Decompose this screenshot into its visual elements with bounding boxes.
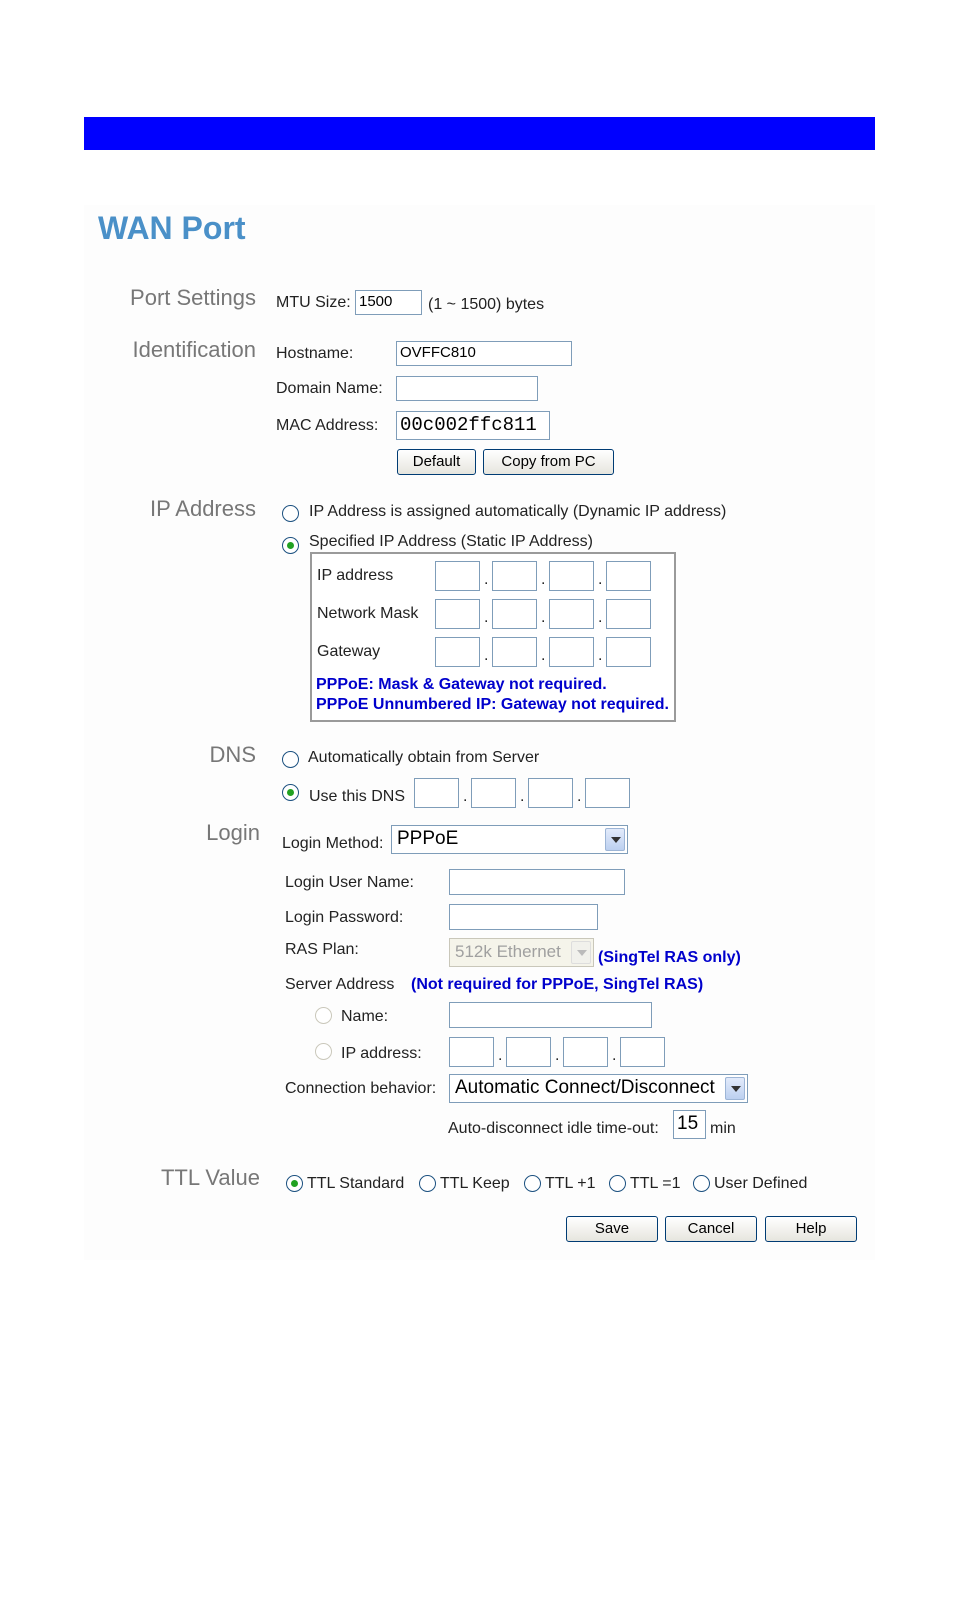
dns-manual-label: Use this DNS: [309, 788, 406, 805]
dns-auto-label: Automatically obtain from Server: [308, 749, 540, 766]
server-ip-label: IP address:: [341, 1045, 422, 1062]
pppoe-note-2: PPPoE Unnumbered IP: Gateway not required.: [316, 696, 669, 713]
dns-octet-1[interactable]: [414, 778, 459, 808]
ras-plan-value: 512k Ethernet: [455, 942, 561, 961]
domain-name-label: Domain Name:: [276, 380, 383, 397]
login-method-select[interactable]: [391, 825, 628, 854]
server-ip-octet-2[interactable]: [506, 1037, 551, 1067]
connection-behavior-value: Automatic Connect/Disconnect: [455, 1077, 715, 1098]
server-ip-octet-1[interactable]: [449, 1037, 494, 1067]
network-mask-octet-3[interactable]: [549, 599, 594, 629]
static-ip-radio[interactable]: [282, 537, 299, 554]
ttl-user-defined-label: User Defined: [714, 1175, 808, 1192]
ttl-user-defined-radio[interactable]: [693, 1175, 710, 1192]
gateway-octet-2[interactable]: [492, 637, 537, 667]
ttl-equals-one-label: TTL =1: [630, 1175, 681, 1192]
gateway-octet-1[interactable]: [435, 637, 480, 667]
network-mask-label: Network Mask: [317, 605, 419, 622]
ip-address-octet-4[interactable]: [606, 561, 651, 591]
login-method-value: PPPoE: [397, 828, 459, 849]
server-name-input[interactable]: [449, 1002, 652, 1028]
dns-manual-radio[interactable]: [282, 784, 299, 801]
network-mask-octet-2[interactable]: [492, 599, 537, 629]
ttl-standard-radio[interactable]: [286, 1175, 303, 1192]
chevron-down-icon[interactable]: [571, 941, 591, 964]
server-address-label: Server Address: [285, 976, 395, 993]
ttl-plus-one-label: TTL +1: [545, 1175, 596, 1192]
mac-address-label: MAC Address:: [276, 417, 379, 434]
static-ip-label: Specified IP Address (Static IP Address): [309, 533, 593, 550]
ttl-plus-one-radio[interactable]: [524, 1175, 541, 1192]
section-identification: Identification: [132, 337, 256, 362]
ip-address-label: IP address: [317, 567, 394, 584]
login-password-label: Login Password:: [285, 909, 404, 926]
login-method-label: Login Method:: [282, 835, 384, 852]
section-login: Login: [206, 820, 260, 845]
page-title: WAN Port: [98, 210, 246, 246]
ras-plan-note: (SingTel RAS only): [598, 949, 741, 966]
idle-timeout-unit: min: [710, 1120, 736, 1137]
chevron-down-icon[interactable]: [725, 1077, 745, 1100]
domain-name-input[interactable]: [396, 376, 538, 401]
section-ip-address: IP Address: [150, 496, 256, 521]
dns-octet-2[interactable]: [471, 778, 516, 808]
login-username-input[interactable]: [449, 869, 625, 895]
gateway-octet-3[interactable]: [549, 637, 594, 667]
server-address-note: (Not required for PPPoE, SingTel RAS): [411, 976, 704, 993]
server-name-radio[interactable]: [315, 1007, 332, 1024]
chevron-down-icon[interactable]: [605, 828, 625, 851]
ip-address-octet-2[interactable]: [492, 561, 537, 591]
gateway-label: Gateway: [317, 643, 381, 660]
mtu-input[interactable]: 1500: [355, 290, 422, 315]
server-name-label: Name:: [341, 1008, 389, 1025]
mac-address-input[interactable]: 00c002ffc811: [396, 411, 550, 440]
server-ip-radio[interactable]: [315, 1043, 332, 1060]
pppoe-note-1: PPPoE: Mask & Gateway not required.: [316, 676, 607, 693]
dns-octet-4[interactable]: [585, 778, 630, 808]
hostname-input[interactable]: OVFFC810: [396, 341, 572, 366]
hostname-label: Hostname:: [276, 345, 354, 362]
section-ttl-value: TTL Value: [160, 1165, 260, 1190]
top-banner: [84, 117, 875, 150]
dynamic-ip-label: IP Address is assigned automatically (Dynamic IP address): [309, 503, 727, 520]
section-dns: DNS: [209, 742, 256, 767]
mtu-range-text: (1 ~ 1500) bytes: [428, 296, 545, 313]
gateway-octet-4[interactable]: [606, 637, 651, 667]
cancel-button[interactable]: Cancel: [665, 1216, 757, 1242]
ip-address-octet-3[interactable]: [549, 561, 594, 591]
help-button[interactable]: Help: [765, 1216, 857, 1242]
ras-plan-label: RAS Plan:: [285, 941, 359, 958]
ttl-standard-label: TTL Standard: [307, 1175, 405, 1192]
ttl-keep-label: TTL Keep: [440, 1175, 510, 1192]
section-port-settings: Port Settings: [130, 285, 256, 310]
idle-timeout-input[interactable]: 15: [673, 1110, 706, 1139]
ras-plan-select[interactable]: [449, 938, 594, 967]
dynamic-ip-radio[interactable]: [282, 505, 299, 522]
copy-from-pc-button[interactable]: Copy from PC: [483, 449, 614, 475]
dns-octet-3[interactable]: [528, 778, 573, 808]
ttl-keep-radio[interactable]: [419, 1175, 436, 1192]
default-button[interactable]: Default: [397, 449, 476, 475]
network-mask-octet-1[interactable]: [435, 599, 480, 629]
login-password-input[interactable]: [449, 904, 598, 930]
save-button[interactable]: Save: [566, 1216, 658, 1242]
server-ip-octet-3[interactable]: [563, 1037, 608, 1067]
connection-behavior-label: Connection behavior:: [285, 1080, 437, 1097]
connection-behavior-select[interactable]: [449, 1074, 748, 1103]
idle-timeout-label: Auto-disconnect idle time-out:: [448, 1120, 659, 1137]
login-username-label: Login User Name:: [285, 874, 414, 891]
dns-auto-radio[interactable]: [282, 751, 299, 768]
network-mask-octet-4[interactable]: [606, 599, 651, 629]
ip-address-octet-1[interactable]: [435, 561, 480, 591]
server-ip-octet-4[interactable]: [620, 1037, 665, 1067]
mtu-label: MTU Size:: [276, 294, 351, 311]
ttl-equals-one-radio[interactable]: [609, 1175, 626, 1192]
